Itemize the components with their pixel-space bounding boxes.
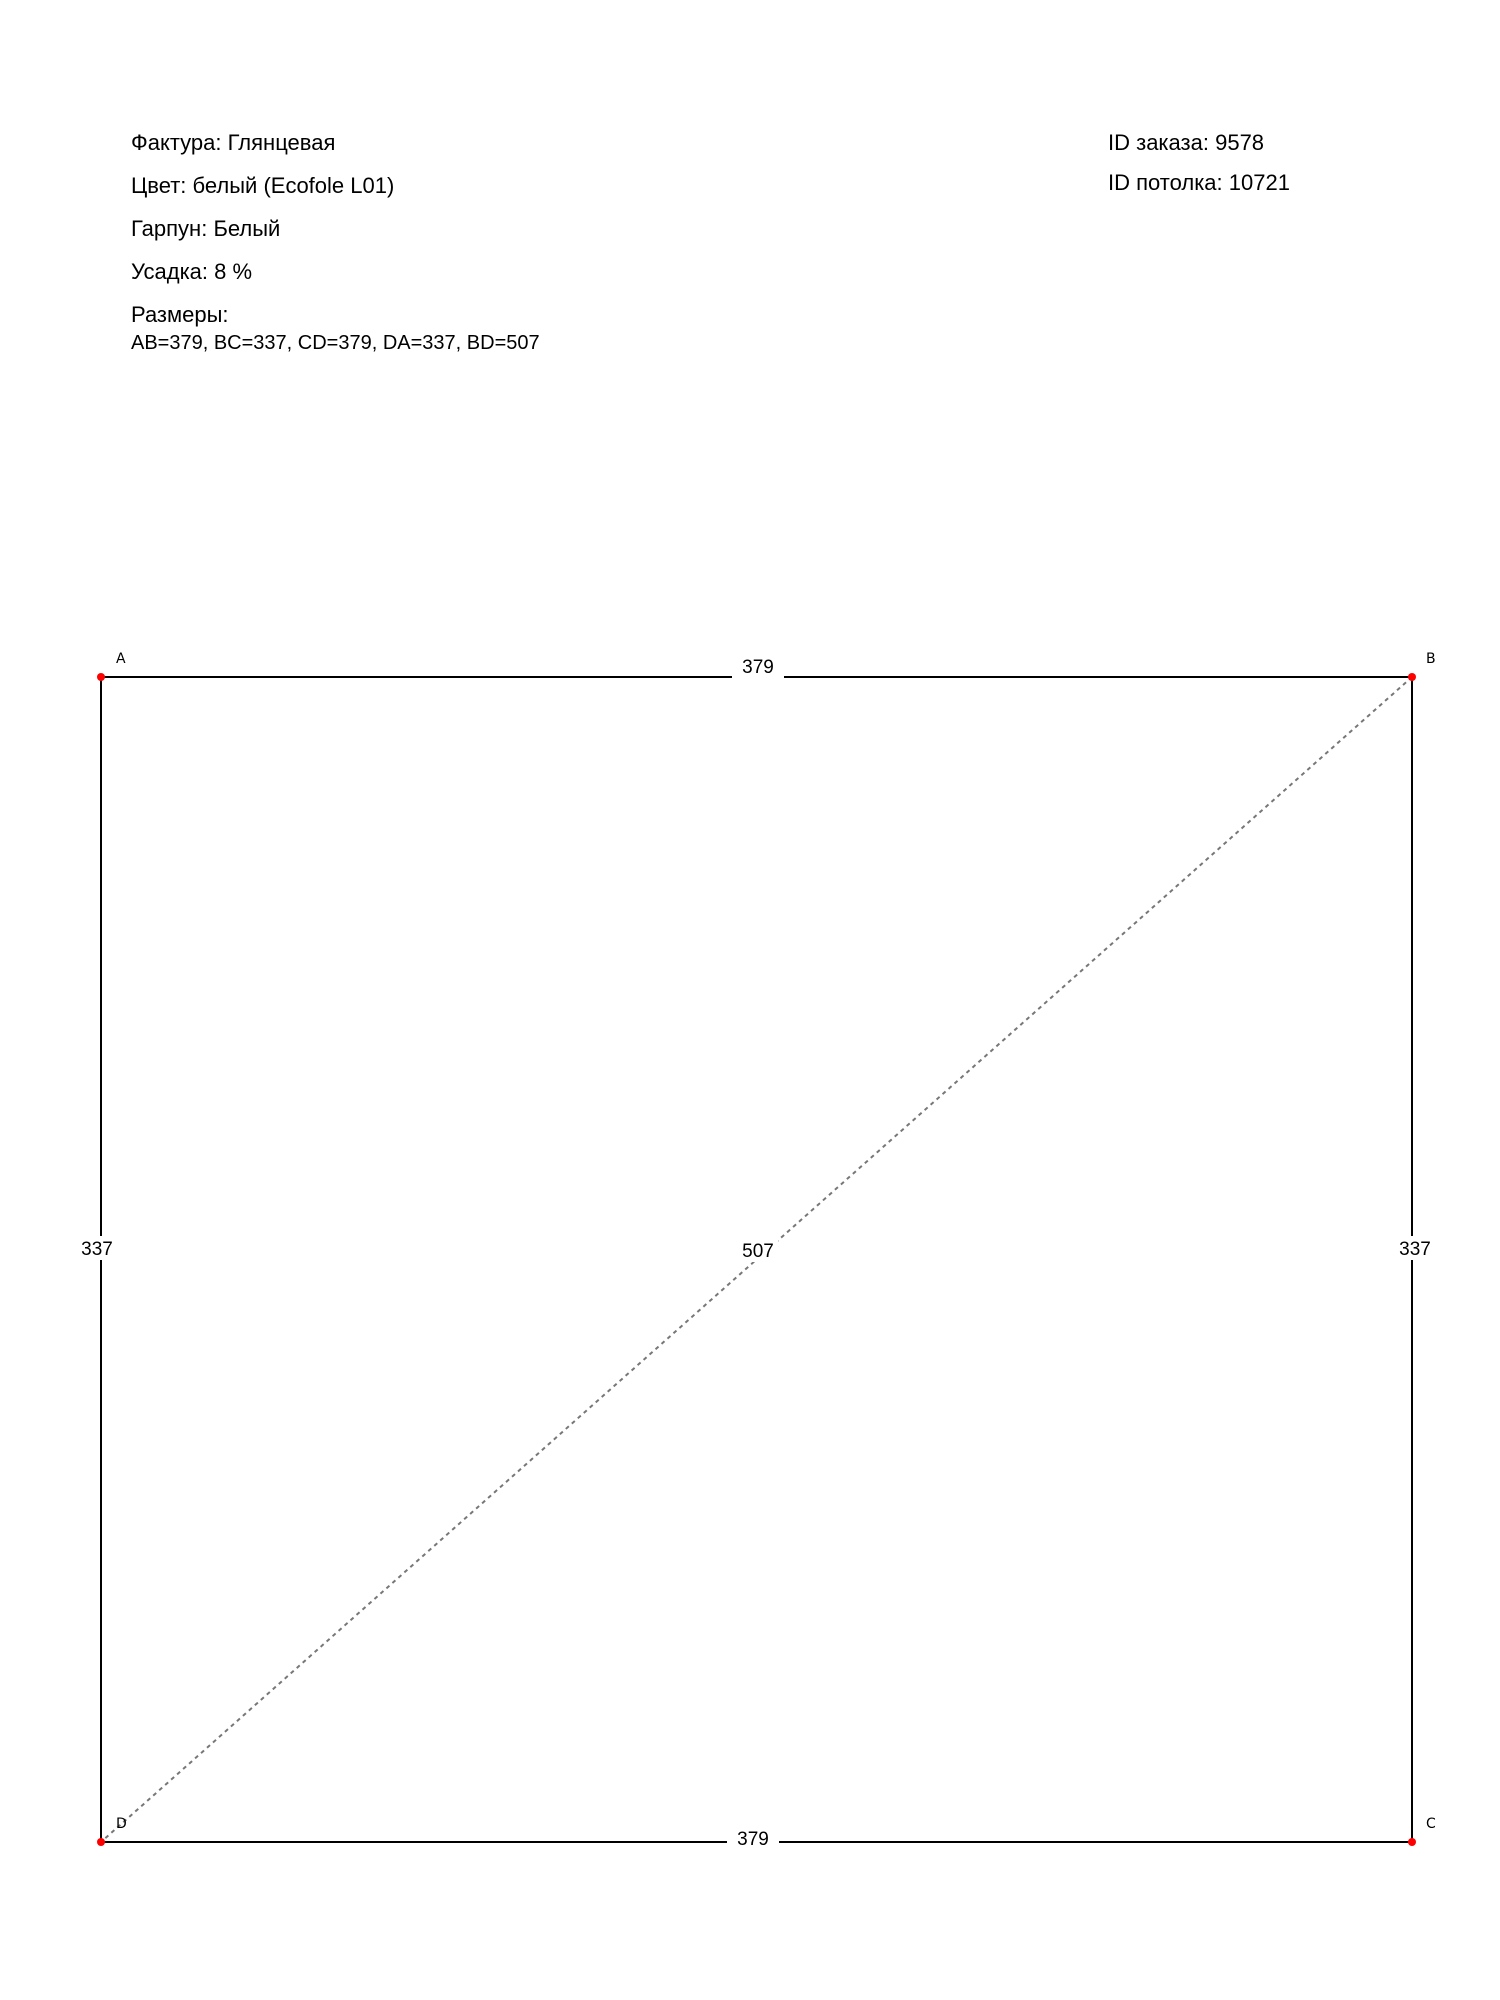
- vertex-b-point: [1408, 673, 1416, 681]
- dimension-bd-label: 507: [742, 1241, 774, 1262]
- texture-label: Фактура :: [131, 130, 228, 155]
- vertex-c-label: C: [1426, 1816, 1436, 1832]
- dimension-cd: [727, 1828, 779, 1854]
- harpoon-value: Белый: [213, 216, 281, 241]
- vertex-a-point: [97, 673, 105, 681]
- harpoon-label: Гарпун :: [131, 216, 213, 241]
- order-id-label: ID заказа :: [1108, 130, 1215, 155]
- vertex-c-point: [1408, 1838, 1416, 1846]
- sizes-title: Размеры:: [131, 302, 229, 327]
- shrink-value: 8 %: [214, 259, 253, 284]
- dimension-ab: [732, 656, 784, 682]
- dimension-bd: [738, 1238, 778, 1262]
- dimension-ab-label: 379: [742, 657, 774, 678]
- dimension-cd-label: 379: [737, 1829, 769, 1850]
- vertex-d-label: D: [116, 1816, 127, 1832]
- ceiling-id-label: ID потолка :: [1108, 170, 1229, 195]
- dimension-da-label: 337: [81, 1239, 113, 1260]
- sizes-summary: AB=379, BC=337, CD=379, DA=337, BD=507: [131, 332, 540, 354]
- texture-value: Глянцевая: [227, 130, 336, 155]
- shrink-label: Усадка :: [131, 259, 214, 284]
- color-value: белый (Ecofole L01): [192, 173, 395, 198]
- order-id-value: 9578: [1215, 130, 1265, 155]
- dimension-bc-label: 337: [1399, 1239, 1431, 1260]
- dimension-da: [78, 1236, 114, 1260]
- vertex-b-label: B: [1426, 651, 1436, 667]
- color-label: Цвет :: [131, 173, 193, 198]
- vertex-d-point: [97, 1838, 105, 1846]
- dimension-bc: [1396, 1236, 1432, 1260]
- vertex-a-label: A: [116, 651, 126, 667]
- ceiling-id-value: 10721: [1228, 170, 1290, 195]
